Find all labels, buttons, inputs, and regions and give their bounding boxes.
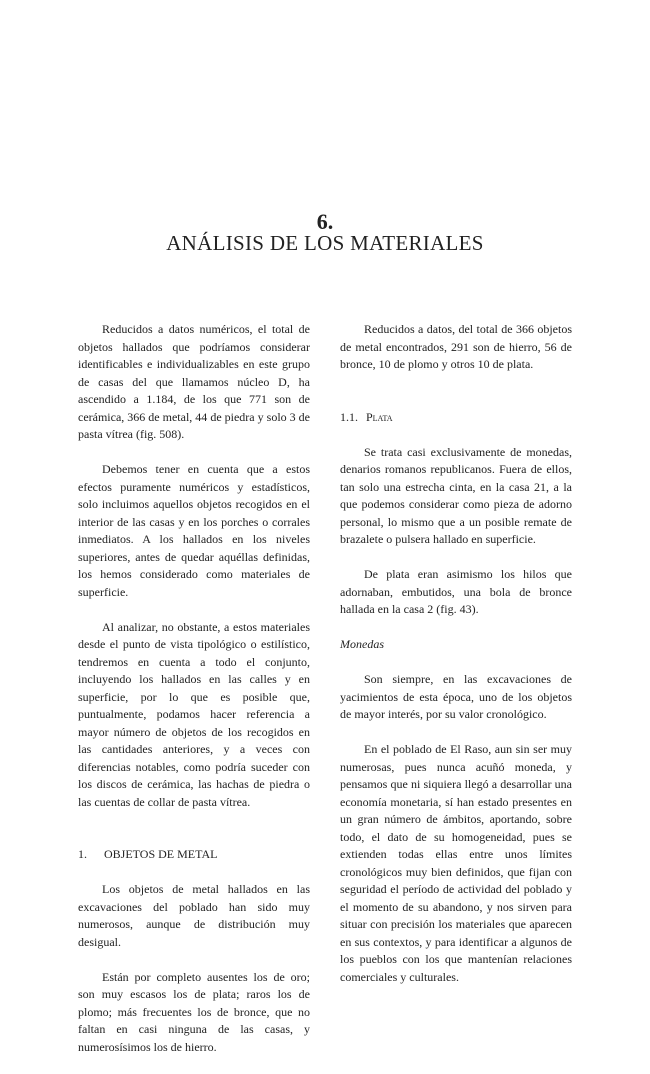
- section-title: OBJETOS DE METAL: [104, 847, 218, 861]
- paragraph: Reducidos a datos, del total de 366 objetos de metal encontrados, 291 son de hierro, 56 de bronce, 10 de plomo y otros 10 de plata.: [340, 322, 572, 371]
- right-column: [340, 321, 572, 1004]
- paragraph: De plata eran asimismo los hilos que adornaban, embutidos, una bola de bronce hallada en la casa 2 (fig. 43).: [340, 567, 572, 616]
- subsection-heading: [340, 409, 572, 427]
- section-heading: [78, 846, 310, 864]
- section-number: 1.: [78, 847, 87, 861]
- paragraph: Están por completo ausentes los de oro; son muy escasos los de plata; raros los de plomo; más frecuentes los de bronce, que no faltan en casi ninguna de las casas, y numerosísimos los de hierro.: [78, 969, 310, 1054]
- left-column: [78, 321, 310, 1074]
- paragraph: Debemos tener en cuenta que a estos efectos puramente numéricos y estadísticos, solo incluimos aquellos objetos recogidos en el interior de las casas y en los porches o corrales inmediatos. A los hallados en los niveles superiores, antes de quedar aquéllas definidas, los hemos considerado como materiales de superficie.: [78, 462, 310, 599]
- paragraph: Son siempre, en las excavaciones de yacimientos de esta época, uno de los objetos de mayor interés, por su valor cronológico.: [340, 672, 572, 721]
- heading-monedas: Monedas: [340, 637, 384, 651]
- paragraph: Los objetos de metal hallados en las excavaciones del poblado han sido muy numerosos, aunque de distribución muy desigual.: [78, 882, 310, 949]
- paragraph: Se trata casi exclusivamente de monedas, denarios romanos republicanos. Fuera de ellos, tan solo una estrecha cinta, en la casa 21, a la que podemos considerar como pieza de adorno personal, lo mismo que a un posible remate de brazalete o pulsera hallado en superficie.: [340, 444, 572, 546]
- paragraph: En el poblado de El Raso, aun sin ser muy numerosas, pues nunca acuñó moneda, y pensamos que ni siquiera llegó a desarrollar una economía monetaria, sí han estado presentes en un gran número de ámbitos, aportando, sobre todo, el dato de su homogeneidad, pues se extienden todas ellas entre unos límites cronológicos muy bien definidos, que fijan con seguridad el período de actividad del poblado y el momento de su abandono, y nos sirven para situar con precisión los materiales que aparecen en sus contextos, y para identificar a algunos de los pueblos con los que mantenían relaciones comerciales y culturales.: [340, 742, 572, 984]
- chapter-title: ANÁLISIS DE LOS MATERIALES: [166, 231, 484, 255]
- subsection-title: Plata: [366, 409, 393, 424]
- paragraph: Al analizar, no obstante, a estos materiales desde el punto de vista tipológico o estilístico, tendremos en cuenta a todo el conjunto, incluyendo los hallados en las calles y en superficie, por lo que es posible que, puntualmente, podamos hacer referencia a mayor número de objetos de los recogidos en las cantidades anteriores, y a veces con diferencias notables, como podría suceder con los discos de cerámica, las hachas de piedra o las cuentas de collar de pasta vítrea.: [78, 619, 310, 809]
- chapter-number: 6.: [316, 209, 334, 234]
- subsection-number: 1.1.: [340, 409, 358, 424]
- paragraph: Reducidos a datos numéricos, el total de objetos hallados que podríamos considerar identificables e individualizables en este grupo de casas del que llamamos núcleo D, ha ascendido a 1.184, de los que 771 son de cerámica, 366 de metal, 44 de piedra y solo 3 de pasta vítrea (fig. 508).: [78, 322, 310, 441]
